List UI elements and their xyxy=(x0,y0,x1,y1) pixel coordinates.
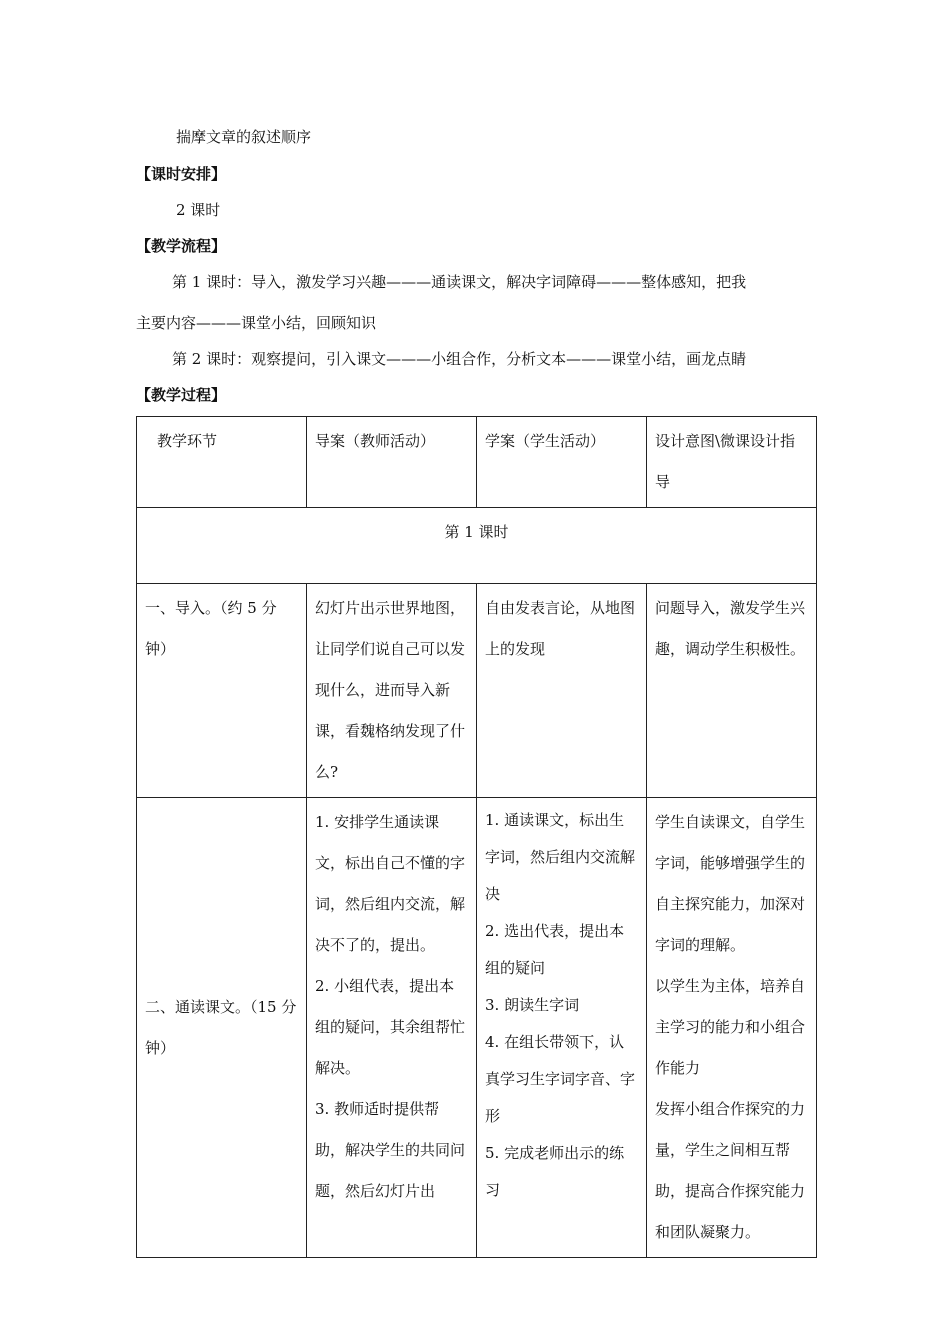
row2-stage: 二、通读课文。（15 分钟） xyxy=(137,798,307,1258)
row2-student-item: 3. 朗读生字词 xyxy=(485,996,580,1014)
header-stage: 教学环节 xyxy=(137,417,307,508)
row2-design xyxy=(647,798,817,1258)
table-row xyxy=(137,584,817,798)
row2-student xyxy=(477,798,647,1258)
row2-design-item: 学生自读课文，自学生字词，能够增强学生的自主探究能力，加深对字词的理解。 xyxy=(655,813,806,954)
row1-design: 问题导入，激发学生兴趣，调动学生积极性。 xyxy=(647,584,817,798)
header-design: 设计意图\微课设计指导 xyxy=(647,417,817,508)
flow-heading: 【教学流程】 xyxy=(136,237,227,255)
row2-student-item: 1. 通读课文，标出生字词，然后组内交流解决 xyxy=(485,811,636,903)
lesson-label: 第 1 课时 xyxy=(137,508,817,584)
flow-line-3: 第 2 课时：观察提问，引入课文———小组合作，分析文本———课堂小结，画龙点睛 xyxy=(172,350,747,368)
header-teacher: 导案（教师活动） xyxy=(307,417,477,508)
row1-stage: 一、导入。（约 5 分钟） xyxy=(137,584,307,798)
row2-teacher-item: 2. 小组代表，提出本组的疑问，其余组帮忙解决。 xyxy=(315,977,466,1077)
process-heading: 【教学过程】 xyxy=(136,386,227,404)
row2-student-item: 4. 在组长带领下，认真学习生字词字音、字形 xyxy=(485,1033,636,1125)
flow-line-1: 第 1 课时：导入，激发学习兴趣———通读课文，解决字词障碍———整体感知，把我 xyxy=(172,273,747,291)
table-header-row xyxy=(137,417,817,508)
row2-design-item: 发挥小组合作探究的力量，学生之间相互帮助，提高合作探究能力和团队凝聚力。 xyxy=(655,1100,806,1241)
row2-student-item: 2. 选出代表，提出本组的疑问 xyxy=(485,922,625,977)
teaching-process-table xyxy=(136,416,817,1258)
row2-student-item: 5. 完成老师出示的练习 xyxy=(485,1144,625,1199)
header-student: 学案（学生活动） xyxy=(477,417,647,508)
row1-teacher: 幻灯片出示世界地图，让同学们说自己可以发现什么，进而导入新课，看魏格纳发现了什么? xyxy=(307,584,477,798)
table-row xyxy=(137,798,817,1258)
schedule-heading: 【课时安排】 xyxy=(136,165,227,183)
row1-student: 自由发表言论，从地图上的发现 xyxy=(477,584,647,798)
row2-teacher-item: 1. 安排学生通读课文，标出自己不懂的字词，然后组内交流，解决不了的，提出。 xyxy=(315,813,466,954)
flow-line-2: 主要内容———课堂小结，回顾知识 xyxy=(136,314,377,332)
row2-teacher xyxy=(307,798,477,1258)
row2-design-item: 以学生为主体，培养自主学习的能力和小组合作能力 xyxy=(655,977,806,1077)
schedule-text: 2 课时 xyxy=(176,201,221,219)
intro-line: 揣摩文章的叙述顺序 xyxy=(176,128,312,146)
row2-teacher-item: 3. 教师适时提供帮助，解决学生的共同问题，然后幻灯片出 xyxy=(315,1100,466,1200)
lesson-row xyxy=(137,508,817,584)
